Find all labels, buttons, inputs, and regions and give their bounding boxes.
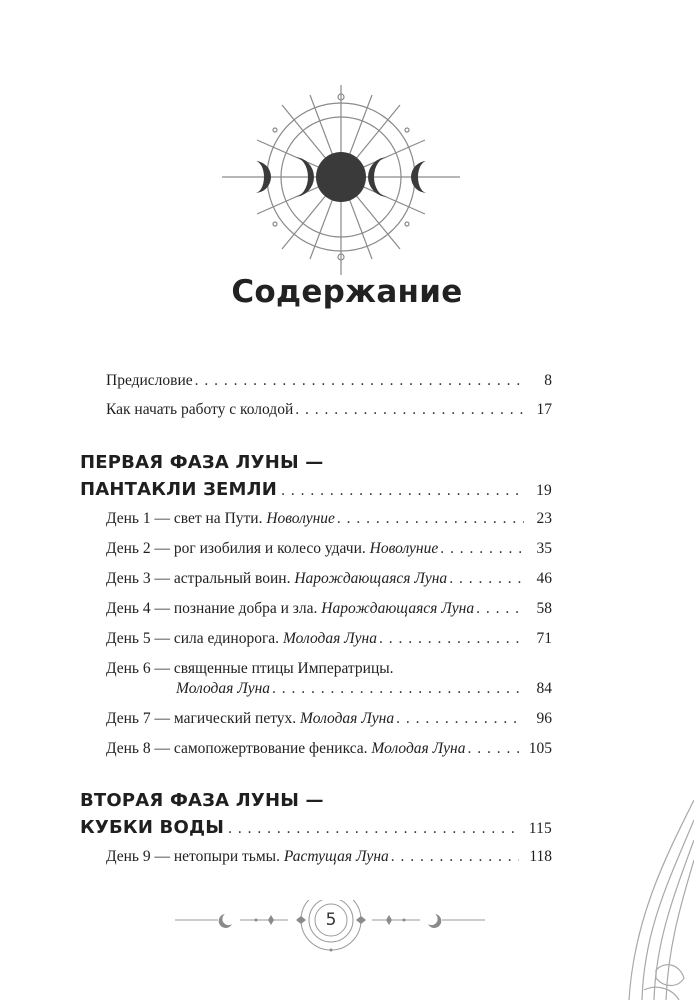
- toc-page-number: 46: [536, 570, 552, 587]
- moon-phase-label: Растущая Луна: [283, 848, 389, 865]
- toc-entry-day-6-continued[interactable]: [106, 680, 552, 702]
- toc-page-number: 105: [528, 740, 552, 757]
- dot-leader: [391, 848, 520, 866]
- page-number: 5: [325, 910, 337, 930]
- dot-leader: [379, 630, 524, 648]
- toc-entry-day-1[interactable]: [106, 510, 552, 532]
- toc-entry-text: День 5 — сила единорога. Молодая Луна: [106, 630, 377, 647]
- dot-leader: [228, 820, 519, 838]
- toc-page-number: 96: [536, 710, 552, 727]
- toc-entry-text: День 4 — познание добра и зла. Нарождающаяся Луна: [106, 600, 475, 617]
- toc-entry-text: Как начать работу с колодой: [106, 401, 294, 418]
- moon-phase-label: Новолуние: [369, 540, 439, 557]
- toc-page-number: 17: [536, 401, 552, 418]
- toc-entry-day-4[interactable]: [106, 600, 552, 622]
- toc-entry-day-5[interactable]: [106, 630, 552, 652]
- toc-entry-day-9[interactable]: [106, 848, 552, 870]
- toc-entry-text: День 2 — рог изобилия и колесо удачи. Новолуние: [106, 540, 439, 557]
- moon-phase-label: Молодая Луна: [371, 740, 466, 757]
- toc-page-number: 35: [536, 540, 552, 557]
- toc-entry-text: День 3 — астральный воин. Нарождающаяся Луна: [106, 570, 448, 587]
- toc-page-number: 71: [536, 630, 552, 647]
- toc-entry-text: День 8 — самопожертвование феникса. Молодая Луна: [106, 740, 466, 757]
- dot-leader: [440, 540, 524, 558]
- toc-entry-text: День 6 — священные птицы Императрицы.: [106, 660, 394, 677]
- page-title: Содержание: [231, 274, 463, 310]
- section-title-line2: ПАНТАКЛИ ЗЕМЛИ: [80, 479, 278, 500]
- moon-phase-label: Молодая Луна: [176, 680, 271, 697]
- toc-page-number: 8: [544, 372, 552, 389]
- section-heading-second-phase[interactable]: [80, 790, 552, 838]
- toc-entry-text: День 1 — свет на Пути. Новолуние: [106, 510, 335, 527]
- section-page-number: 19: [536, 482, 552, 499]
- moon-phase-label: Молодая Луна: [300, 710, 395, 727]
- moon-phase-label: Новолуние: [266, 510, 335, 527]
- toc-entry-day-7[interactable]: [106, 710, 552, 732]
- toc-page-number: 23: [536, 510, 552, 527]
- dot-leader: [396, 710, 524, 728]
- toc-entry-text: День 9 — нетопыри тьмы. Растущая Луна: [106, 848, 389, 865]
- dot-leader: [295, 401, 524, 419]
- toc-entry-day-6[interactable]: [106, 660, 552, 682]
- dot-leader: [337, 510, 524, 528]
- section-heading-first-phase[interactable]: [80, 452, 552, 500]
- toc-entry-preface[interactable]: [106, 372, 552, 394]
- toc-entry-text: Предисловие: [106, 372, 193, 389]
- dot-leader: [272, 680, 524, 698]
- section-title-line1: ВТОРАЯ ФАЗА ЛУНЫ —: [80, 790, 324, 811]
- toc-entry-day-3[interactable]: [106, 570, 552, 592]
- section-title-line1: ПЕРВАЯ ФАЗА ЛУНЫ —: [80, 452, 324, 473]
- dot-leader: [467, 740, 518, 758]
- toc-entry-day-2[interactable]: [106, 540, 552, 562]
- toc-page-number: 84: [536, 680, 552, 697]
- toc-page-number: 58: [536, 600, 552, 617]
- dot-leader: [281, 482, 524, 500]
- moon-phase-label: Нарождающаяся Луна: [294, 570, 448, 587]
- section-title-line2: КУБКИ ВОДЫ: [80, 817, 225, 838]
- dot-leader: [476, 600, 524, 618]
- dot-leader: [449, 570, 524, 588]
- moon-phases-emblem-icon: [222, 85, 460, 280]
- dot-leader: [195, 372, 524, 390]
- moon-phase-label: Нарождающаяся Луна: [321, 600, 475, 617]
- toc-entry-text: День 7 — магический петух. Молодая Луна: [106, 710, 395, 727]
- toc-entry-day-8[interactable]: [106, 740, 552, 762]
- moon-phase-label: Молодая Луна: [282, 630, 377, 647]
- toc-page-number: 118: [529, 848, 552, 865]
- section-page-number: 115: [528, 820, 552, 837]
- toc-entry-how-to-start[interactable]: [106, 401, 552, 423]
- corner-ornament-icon: [594, 800, 694, 1000]
